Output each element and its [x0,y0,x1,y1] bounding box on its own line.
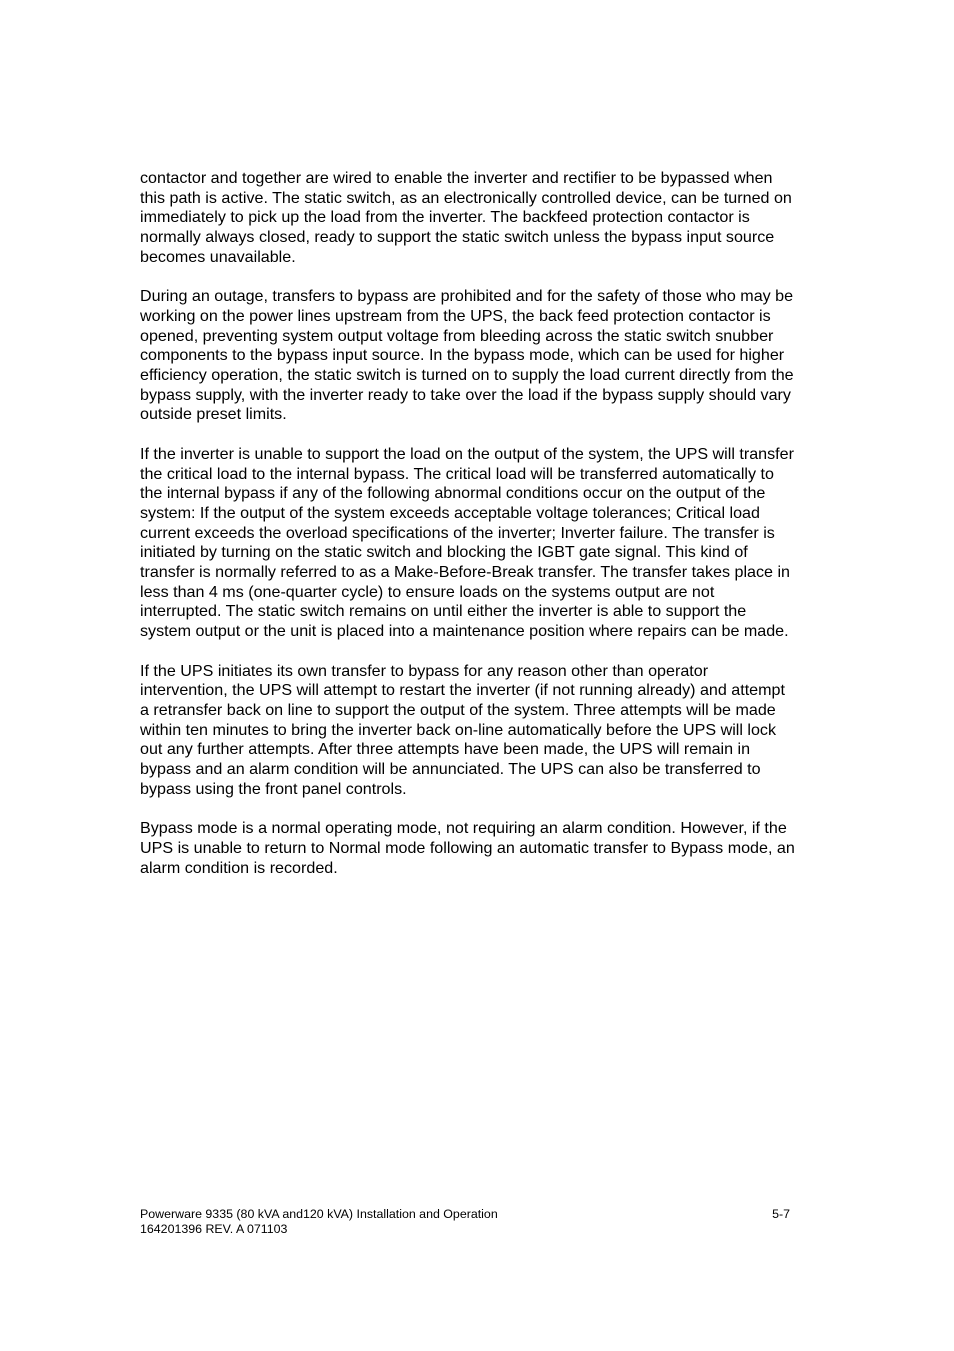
paragraph-outage: During an outage, transfers to bypass are prohibited and for the safety of those who may be working on the power lines upstream from the UPS, the back feed protection contactor is opened, preventing system output voltage from bleeding across the static switch snubber components to the bypass input source. In the bypass mode, which can be used for higher efficiency operation, the static switch is turned on to supply the load current directly from the bypass supply, with the inverter ready to take over the load if the bypass supply should vary outside preset limits. [140,287,794,424]
paragraph-bypass-path: contactor and together are wired to enable the inverter and rectifier to be bypassed when this path is active. The static switch, as an electronically controlled device, can be turned on immediately to pick up the load from the inverter. The backfeed protection contactor is normally always closed, ready to support the static switch unless the bypass input source becomes unavailable. [140,169,792,266]
paragraph-inverter-transfer: If the inverter is unable to support the load on the output of the system, the UPS will transfer the critical load to the internal bypass. The critical load will be transferred automatically to the internal bypass if any of the following abnormal conditions occur on the output of the system: If the output of the system exceeds acceptable voltage tolerances; Critical load current exceeds the overload specifications of the inverter; Inverter failure. The transfer is initiated by turning on the static switch and blocking the IGBT gate signal. This kind of transfer is normally referred to as a Make-Before-Break transfer. The transfer takes place in less than 4 ms (one-quarter cycle) to ensure loads on the systems output are not interrupted. The static switch remains on until either the inverter is able to support the system output or the unit is placed into a maintenance position where repairs can be made. [140,444,794,641]
footer-line-1 [140,1207,790,1222]
body-text [140,169,844,898]
footer-doc-number: 164201396 REV. A 071103 [140,1222,288,1236]
paragraph-bypass-mode: Bypass mode is a normal operating mode, not requiring an alarm condition. However, if the UPS is unable to return to Normal mode following an automatic transfer to Bypass mode, an alarm condition is recorded. [140,819,795,877]
paragraph-retransfer: If the UPS initiates its own transfer to bypass for any reason other than operator intervention, the UPS will attempt to restart the inverter (if not running already) and attempt a retransfer back on line to support the output of the system. Three attempts will be made within ten minutes to bring the inverter back on-line automatically before the UPS will lock out any further attempts. After three attempts have been made, the UPS will remain in bypass and an alarm condition will be annunciated. The UPS can also be transferred to bypass using the front panel controls. [140,661,785,798]
footer-title: Powerware 9335 (80 kVA and120 kVA) Installation and Operation [140,1207,498,1221]
footer-page-number: 5-7 [772,1207,790,1221]
page-footer [140,1207,790,1237]
footer-line-2 [140,1222,790,1237]
